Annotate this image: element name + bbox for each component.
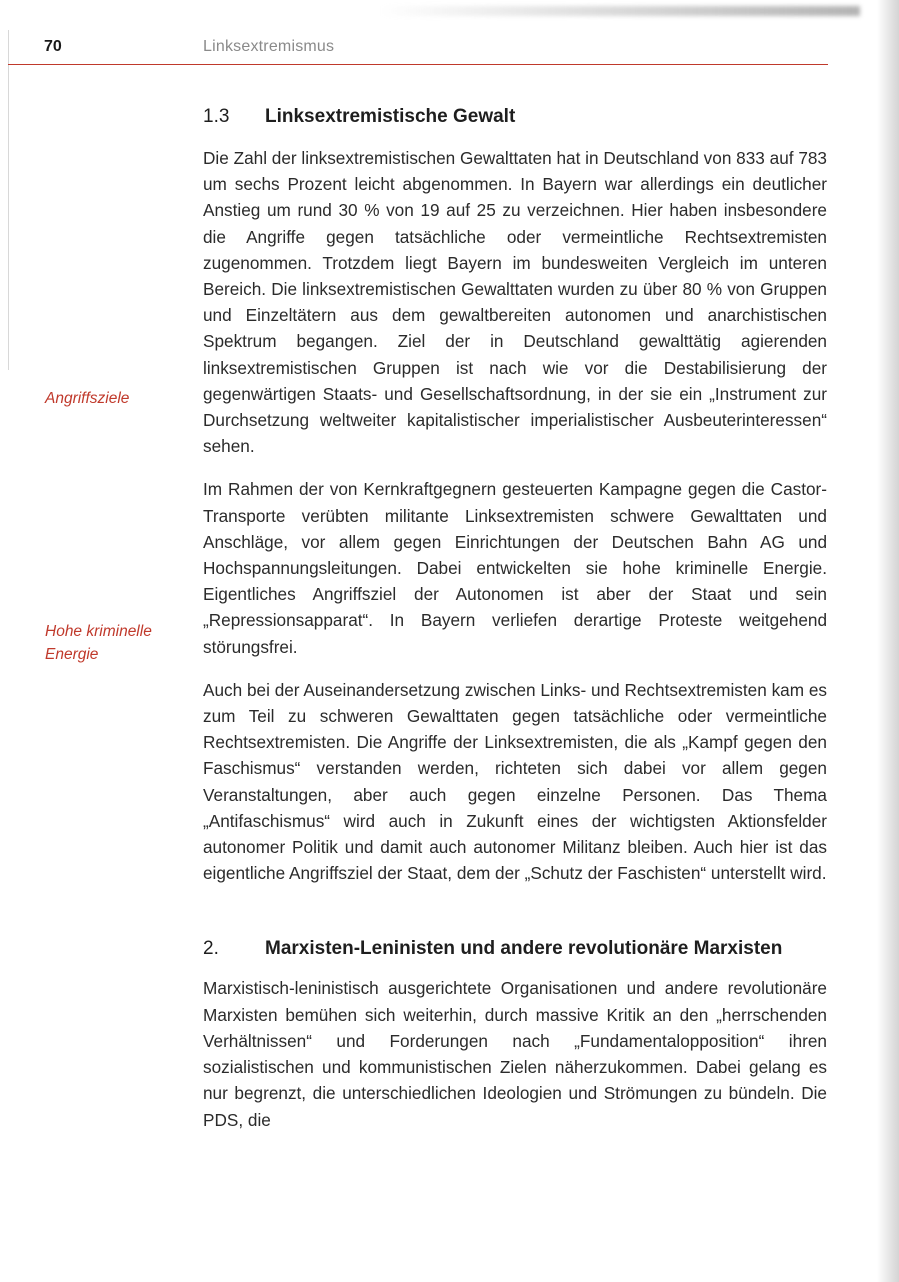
paragraph: Marxistisch-leninistisch ausgerichtete Organisationen und andere revolutionäre Marxisten bemühen sich weiterhin, durch massive Kritik an den „herrschenden Verhältnissen“ und Forderungen nach „Fundamentalopposition“ ihren sozialistischen und kommunistischen Zielen näherzukommen. Dabei gelang es nur begrenzt, die unterschiedlichen Ideologien und Strömungen zu bündeln. Die PDS, die: [203, 978, 827, 1130]
section-title: Marxisten-Leninisten und andere revolutionäre Marxisten: [265, 938, 783, 960]
margin-note-angriffsziele: Angriffsziele: [45, 390, 130, 407]
margin-note-hohe-kriminelle-energie: [45, 620, 195, 666]
paragraph: Die Zahl der linksextremistischen Gewalttaten hat in Deutschland von 833 auf 783 um sechs Prozent leicht abgenommen. In Bayern war allerdings ein deutlicher Anstieg um rund 30 % von 19 auf 25 zu verzeichnen. Hier haben insbesondere die Angriffe gegen tatsächliche oder vermeintliche Rechtsextremisten zugenommen. Trotzdem liegt Bayern im bundesweiten Vergleich im unteren Bereich. Die linksextremistischen Gewalttaten wurden zu über 80 % von Gruppen und Einzeltätern aus dem gewaltbereiten autonomen und anarchistischen Spektrum begangen. Ziel der in Deutschland gewalttätig agierenden linksextremistischen Gruppen ist nach wie vor die Destabilisierung der gegenwärtigen Staats- und Gesellschaftsordnung, in der sie ein „Instrument zur Durchsetzung weltweiter kapitalistischer imperialistischer Ausbeuterinteressen“ sehen.: [203, 148, 827, 457]
section-number: 2.: [203, 938, 219, 960]
header-rule: [8, 64, 828, 65]
page-header: [0, 36, 860, 66]
main-content: [203, 100, 827, 1133]
section-heading-1-3: [203, 100, 827, 134]
section-number: 1.3: [203, 106, 230, 127]
margin-note-line: Hohe kriminelle: [45, 623, 152, 640]
binding-edge: [8, 30, 9, 370]
running-head: Linksextremismus: [203, 38, 335, 55]
margin-note-line: Energie: [45, 646, 99, 663]
scan-shadow-top: [380, 6, 860, 16]
section-title: Linksextremistische Gewalt: [265, 106, 516, 127]
paragraph: Im Rahmen der von Kernkraftgegnern gesteuerten Kampagne gegen die Castor-Transporte verübten militante Linksextremisten schwere Gewalttaten und Anschläge, vor allem gegen Einrichtungen der Deutschen Bahn AG und Hochspannungsleitungen. Dabei entwickelten sie hohe kriminelle Energie. Eigentliches Angriffsziel der Autonomen ist aber der Staat und sein „Repressionsapparat“. In Bayern verliefen derartige Proteste weitgehend störungsfrei.: [203, 479, 827, 657]
page-number: 70: [44, 38, 62, 55]
section-heading-2: [203, 932, 827, 966]
paragraph: Auch bei der Auseinandersetzung zwischen Links- und Rechtsextremisten kam es zum Teil zu schweren Gewalttaten gegen tatsächliche oder vermeintliche Rechtsextremisten. Die Angriffe der Linksextremisten, die als „Kampf gegen den Faschismus“ verstanden werden, richteten sich dabei vor allem gegen Veranstaltungen, aber auch gegen einzelne Personen. Das Thema „Antifaschismus“ wird auch in Zukunft eines der wichtigsten Aktionsfelder autonomer Politik und damit auch autonomer Militanz bleiben. Auch hier ist das eigentliche Angriffsziel der Staat, dem der „Schutz der Faschisten“ unterstellt wird.: [203, 679, 827, 884]
scan-shadow-right: [877, 0, 899, 1282]
